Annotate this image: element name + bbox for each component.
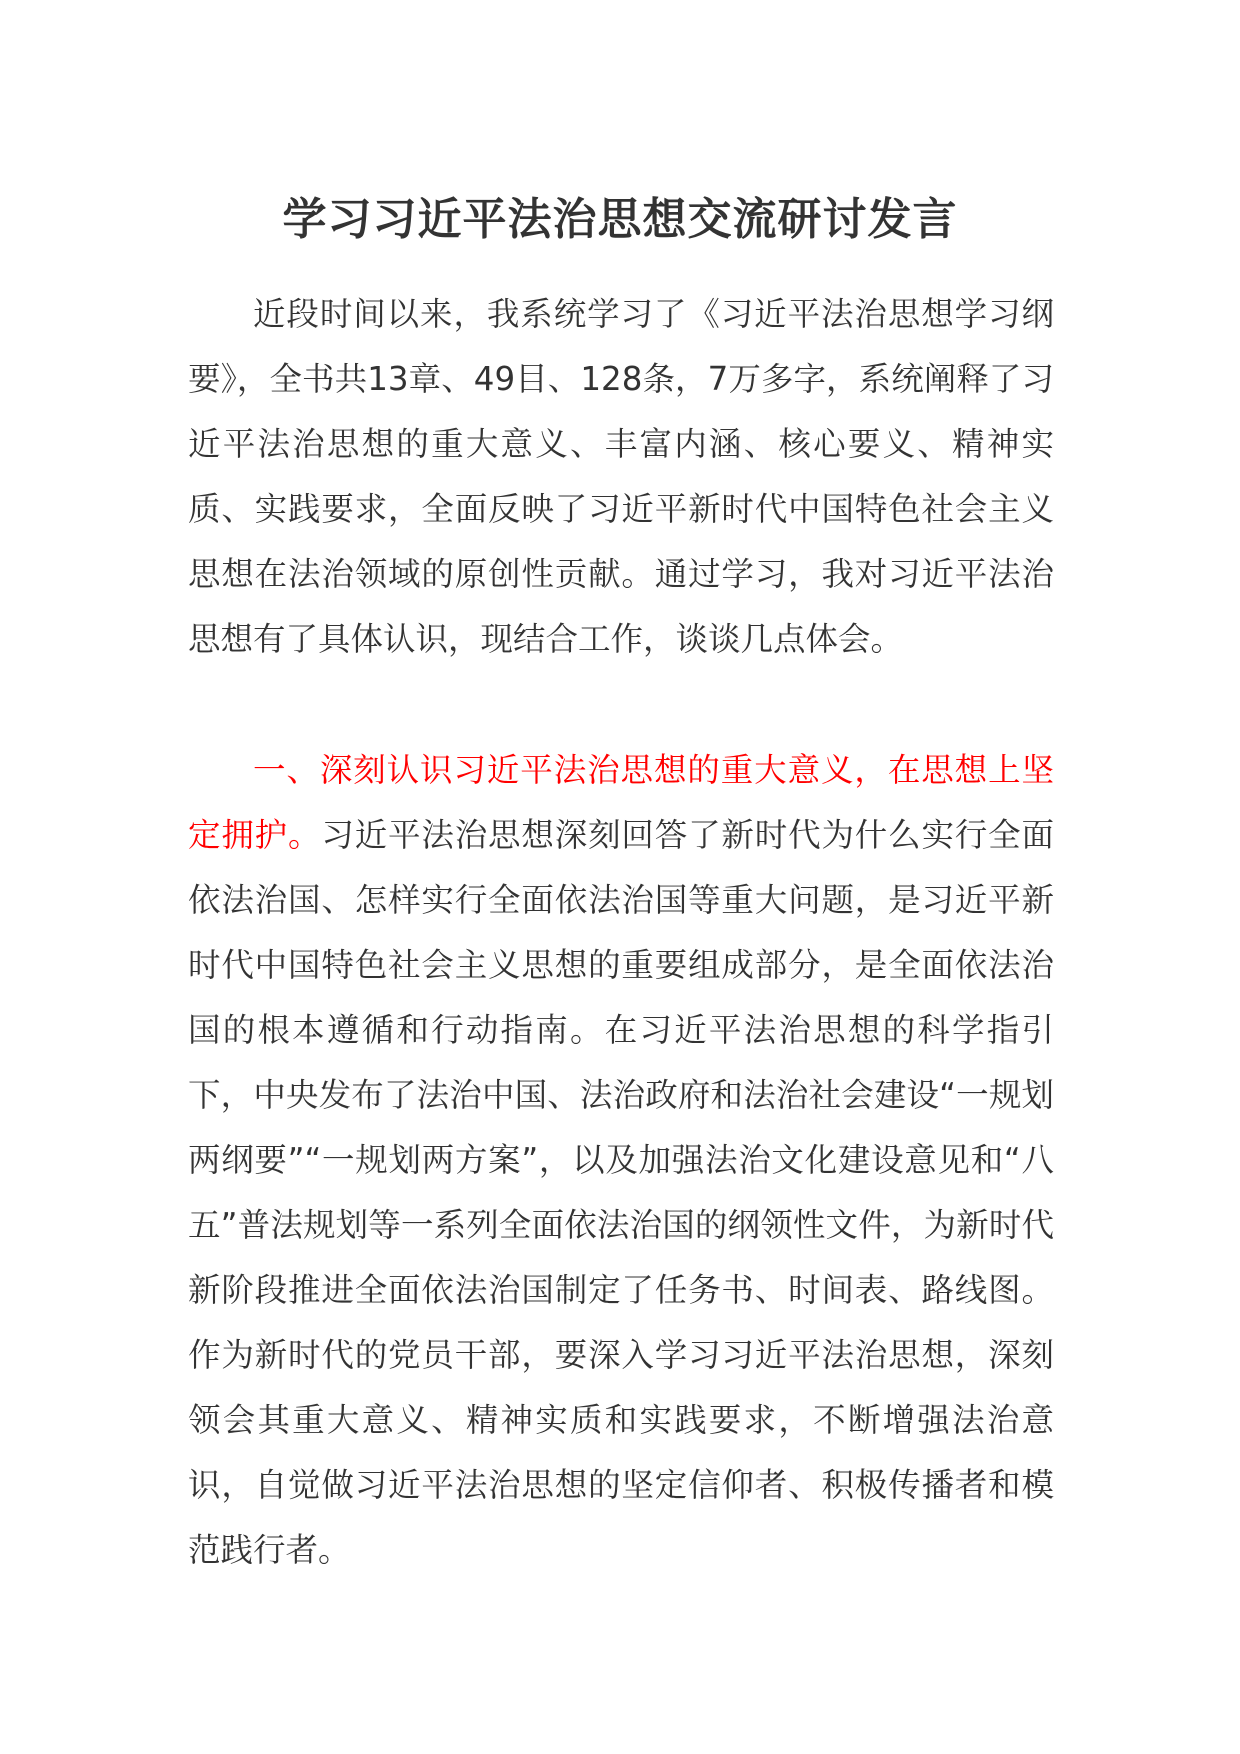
paragraph-intro-text: 近段时间以来，我系统学习了《习近平法治思想学习纲要》，全书共13章、49目、128条，7万多字，系统阐释了习近平法治思想的重大意义、丰富内涵、核心要义、精神实质、实践要求，全面反映了习近平新时代中国特色社会主义思想在法治领域的原创性贡献。通过学习，我对习近平法治思想有了具体认识，现结合工作，谈谈几点体会。: [188, 295, 1054, 658]
paragraph-section-1: [188, 738, 1054, 1583]
section-1-heading: 一、深刻认识习近平法治思想的重大意义，在思想上坚定拥护。: [188, 751, 1054, 854]
paragraph-intro: [188, 282, 1054, 672]
document-title: 学习习近平法治思想交流研讨发言: [282, 194, 958, 245]
section-1-text: 习近平法治思想深刻回答了新时代为什么实行全面依法治国、怎样实行全面依法治国等重大问题，是习近平新时代中国特色社会主义思想的重要组成部分，是全面依法治国的根本遵循和行动指南。在习近平法治思想的科学指引下，中央发布了法治中国、法治政府和法治社会建设“一规划两纲要”“一规划两方案”，以及加强法治文化建设意见和“八五”普法规划等一系列全面依法治国的纲领性文件，为新时代新阶段推进全面依法治国制定了任务书、时间表、路线图。作为新时代的党员干部，要深入学习习近平法治思想，深刻领会其重大意义、精神实质和实践要求，不断增强法治意识，自觉做习近平法治思想的坚定信仰者、积极传播者和模范践行者。: [188, 816, 1054, 1569]
